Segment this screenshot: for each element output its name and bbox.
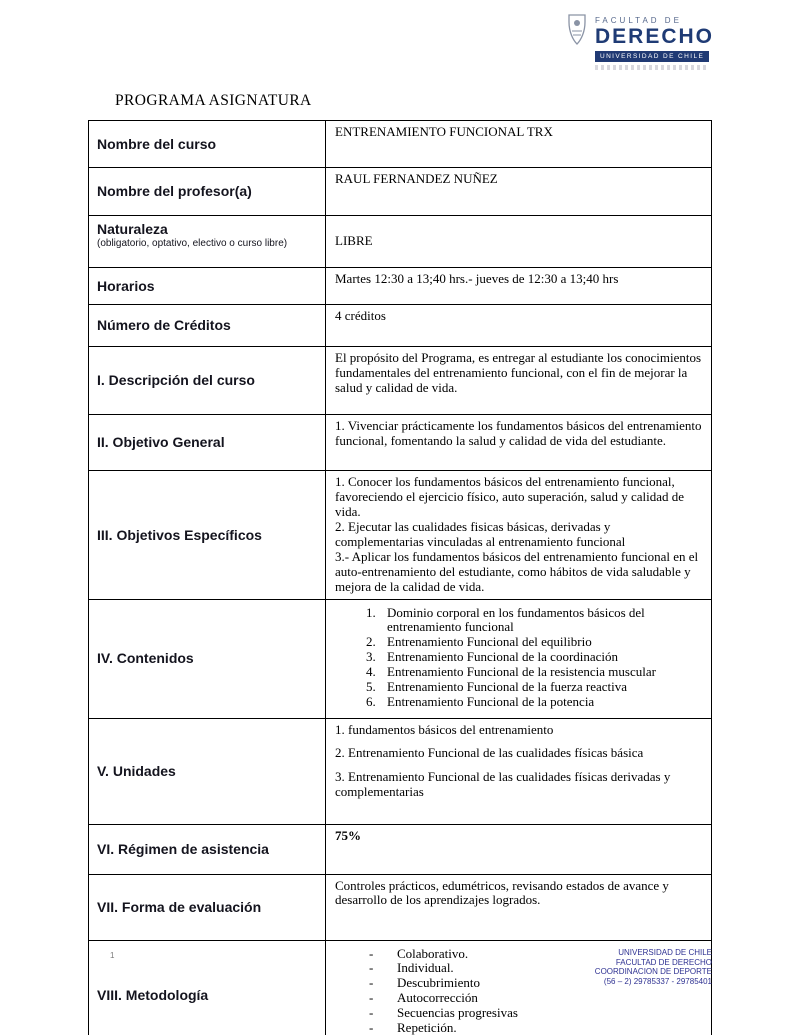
- row-value: 4 créditos: [326, 305, 712, 347]
- list-item: 4. Entrenamiento Funcional de la resistencia muscular: [379, 665, 702, 680]
- list-item: - Repetición.: [369, 1021, 702, 1035]
- program-table: [88, 120, 712, 1035]
- row-value: Martes 12:30 a 13;40 hrs.- jueves de 12:30 a 13;40 hrs: [326, 268, 712, 305]
- row-value: RAUL FERNANDEZ NUÑEZ: [326, 168, 712, 216]
- footer-contact-block: [595, 948, 712, 986]
- footer-line: FACULTAD DE DERECHO: [615, 957, 712, 967]
- page-number: 1: [110, 951, 115, 960]
- footer-line: UNIVERSIDAD DE CHILE: [618, 948, 712, 957]
- list-item: - Individual.: [369, 961, 702, 976]
- row-label: VIII. Metodología: [89, 940, 326, 1035]
- attendance-value: 75%: [335, 827, 361, 843]
- table-row-objetivo-general: [89, 415, 712, 471]
- objective-item: 1. Conocer los fundamentos básicos del entrenamiento funcional, favoreciendo el ejercicio físico, auto superación, salud y calidad de vida.: [335, 474, 685, 519]
- objective-item: 3.- Aplicar los fundamentos básicos del entrenamiento funcional en el auto-entrenamiento del estudiante, como hábitos de vida saludable y mejora de la calidad de vida.: [335, 548, 699, 594]
- university-emblem-icon: [565, 12, 589, 53]
- table-row-evaluacion: [89, 874, 712, 940]
- logo-school-text: DERECHO: [594, 25, 714, 48]
- logo-faculty-text: FACULTAD DE: [594, 16, 682, 25]
- unit-item: 1. fundamentos básicos del entrenamiento: [335, 721, 554, 737]
- row-label: Horarios: [89, 268, 326, 305]
- row-sublabel: (obligatorio, optativo, electivo o curso libre): [97, 238, 288, 250]
- row-label: I. Descripción del curso: [89, 347, 326, 415]
- table-row-naturaleza: [89, 216, 712, 268]
- list-item: 6. Entrenamiento Funcional de la potencia: [379, 695, 702, 710]
- university-logo: [565, 10, 714, 70]
- row-value: [326, 599, 712, 718]
- row-value: [326, 471, 712, 600]
- row-value: 1. Vivenciar prácticamente los fundamentos básicos del entrenamiento funcional, fomentando la salud y calidad de vida del estudiante.: [326, 415, 712, 471]
- list-item: - Descubrimiento: [369, 976, 702, 991]
- row-label: IV. Contenidos: [89, 599, 326, 718]
- list-item: 2. Entrenamiento Funcional del equilibrio: [379, 635, 702, 650]
- table-row-nombre-curso: [89, 121, 712, 168]
- logo-university-band: UNIVERSIDAD DE CHILE: [595, 51, 709, 62]
- row-value: Controles prácticos, edumétricos, revisando estados de avance y desarrollo de los aprendizajes logrados.: [326, 874, 712, 940]
- row-label-cell: [89, 216, 326, 268]
- footer-line: COORDINACION DE DEPORTE: [594, 967, 712, 977]
- row-label: III. Objetivos Específicos: [89, 471, 326, 600]
- row-value: [326, 718, 712, 824]
- table-row-creditos: [89, 305, 712, 347]
- table-row-contenidos: [89, 599, 712, 718]
- row-label: Número de Créditos: [89, 305, 326, 347]
- row-label: Nombre del profesor(a): [89, 168, 326, 216]
- list-item: - Secuencias progresivas: [369, 1006, 702, 1021]
- list-item: 5. Entrenamiento Funcional de la fuerza reactiva: [379, 680, 702, 695]
- table-row-nombre-profesor: [89, 168, 712, 216]
- list-item: 3. Entrenamiento Funcional de la coordinación: [379, 650, 702, 665]
- footer-line: (56 – 2) 29785337 - 29785401: [603, 976, 712, 986]
- unit-item: 2. Entrenamiento Funcional de las cualidades físicas básica: [335, 745, 644, 761]
- table-row-asistencia: [89, 824, 712, 874]
- table-row-horarios: [89, 268, 712, 305]
- contents-list: [335, 606, 702, 711]
- logo-text-block: [595, 10, 714, 70]
- table-row-descripcion: [89, 347, 712, 415]
- list-item: 1. Dominio corporal en los fundamentos básicos del entrenamiento funcional: [379, 606, 702, 636]
- row-value: El propósito del Programa, es entregar al estudiante los conocimientos fundamentales del entrenamiento funcional, con el fin de mejorar la salud y calidad de vida.: [326, 347, 712, 415]
- logo-tagline: [595, 65, 707, 70]
- objective-item: 2. Ejecutar las cualidades fisicas básicas, derivadas y complementarias vinculadas al entrenamiento funcional: [335, 518, 626, 549]
- unit-item: 3. Entrenamiento Funcional de las cualidades físicas derivadas y complementarias: [335, 769, 671, 800]
- row-value: ENTRENAMIENTO FUNCIONAL TRX: [326, 121, 712, 168]
- list-item: - Colaborativo.: [369, 947, 702, 962]
- row-label: VII. Forma de evaluación: [89, 874, 326, 940]
- row-label: II. Objetivo General: [89, 415, 326, 471]
- row-label: Nombre del curso: [89, 121, 326, 168]
- page-title: PROGRAMA ASIGNATURA: [115, 92, 312, 109]
- row-label: V. Unidades: [89, 718, 326, 824]
- table-row-unidades: [89, 718, 712, 824]
- table-row-objetivos-especificos: [89, 471, 712, 600]
- row-value: LIBRE: [326, 216, 712, 268]
- row-label: VI. Régimen de asistencia: [89, 824, 326, 874]
- row-value: [326, 824, 712, 874]
- row-label: Naturaleza: [97, 221, 168, 237]
- list-item: - Autocorrección: [369, 991, 702, 1006]
